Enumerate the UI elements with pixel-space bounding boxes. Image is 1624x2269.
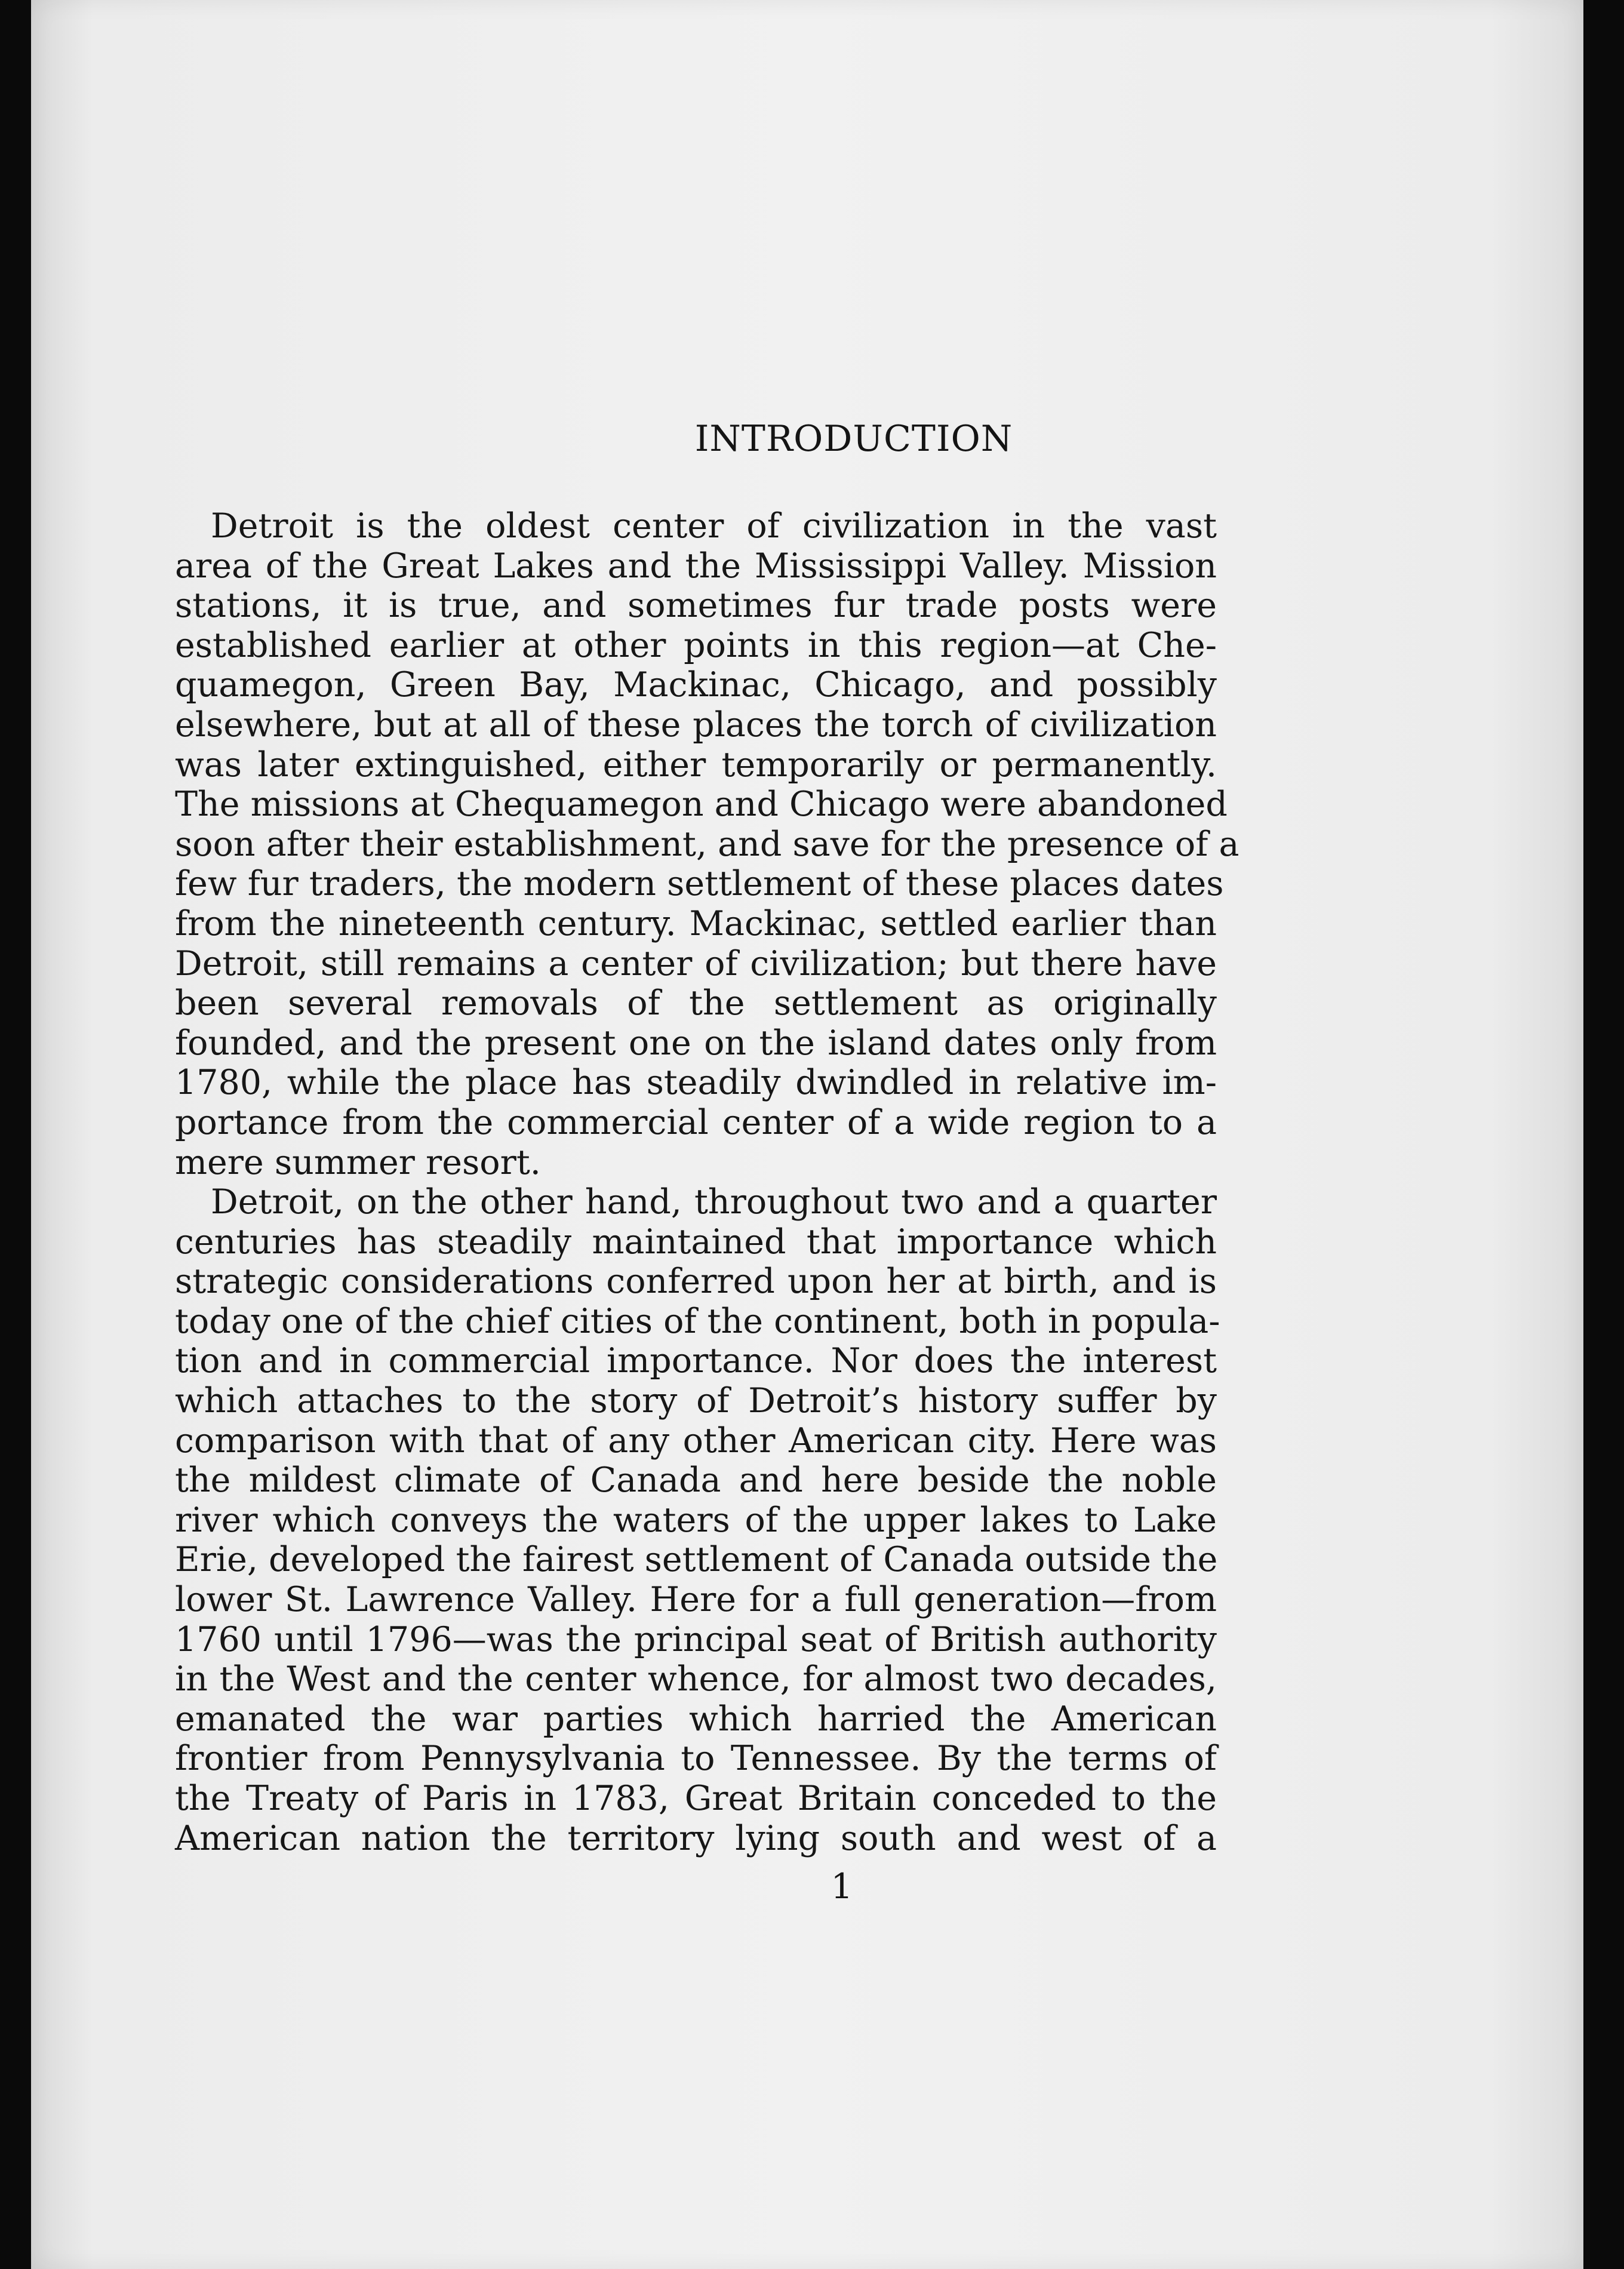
text-line: 1780, while the place has steadily dwindled in relative im- (175, 1063, 1217, 1103)
text-line: Detroit, on the other hand, throughout two and a quarter (211, 1182, 1217, 1222)
text-line: The missions at Chequamegon and Chicago were abandoned (175, 785, 1228, 825)
text-line: portance from the commercial center of a wide region to a (175, 1102, 1217, 1142)
body-text (175, 506, 1239, 1858)
text-line: elsewhere, but at all of these places the torch of civilization (175, 705, 1217, 745)
text-line: strategic considerations conferred upon her at birth, and is (175, 1262, 1217, 1302)
paragraph-1 (175, 506, 1239, 1182)
text-line: centuries has steadily maintained that importance which (175, 1222, 1217, 1262)
text-line: which attaches to the story of Detroit’s history suffer by (175, 1381, 1217, 1421)
text-line: the mildest climate of Canada and here beside the noble (175, 1461, 1217, 1501)
text-line: from the nineteenth century. Mackinac, settled earlier than (175, 903, 1217, 943)
text-line: tion and in commercial importance. Nor does the interest (175, 1341, 1217, 1381)
text-line: area of the Great Lakes and the Mississippi Valley. Mission (175, 546, 1217, 586)
text-line: established earlier at other points in this region—at Che- (175, 625, 1217, 665)
text-line: lower St. Lawrence Valley. Here for a full generation—from (175, 1580, 1217, 1620)
page-title: INTRODUCTION (694, 418, 1013, 460)
text-line: comparison with that of any other American city. Here was (175, 1421, 1217, 1461)
text-line: American nation the territory lying south and west of a (175, 1818, 1217, 1858)
text-line: few fur traders, the modern settlement of these places dates (175, 864, 1224, 904)
paragraph-2 (175, 1182, 1220, 1858)
text-line: stations, it is true, and sometimes fur trade posts were (175, 586, 1217, 626)
text-line: soon after their establishment, and save for the presence of a (175, 824, 1239, 864)
text-line: mere summer resort. (175, 1142, 541, 1182)
text-line: in the West and the center whence, for almost two decades, (175, 1659, 1217, 1699)
text-line: today one of the chief cities of the continent, both in popula- (175, 1301, 1220, 1341)
text-line: founded, and the present one on the island dates only from (175, 1023, 1217, 1063)
text-line: Erie, developed the fairest settlement of Canada outside the (175, 1540, 1218, 1580)
text-line: 1760 until 1796—was the principal seat of British authority (175, 1619, 1217, 1659)
text-line: river which conveys the waters of the upper lakes to Lake (175, 1500, 1217, 1540)
text-line: was later extinguished, either temporarily or permanently. (175, 745, 1217, 785)
text-line: emanated the war parties which harried the American (175, 1699, 1217, 1739)
page-number: 1 (831, 1866, 853, 1907)
text-line: Detroit is the oldest center of civilization in the vast (211, 506, 1217, 546)
text-line: quamegon, Green Bay, Mackinac, Chicago, and possibly (175, 665, 1217, 705)
scan-right-border (1583, 0, 1624, 2269)
text-line: Detroit, still remains a center of civilization; but there have (175, 943, 1217, 983)
text-line: the Treaty of Paris in 1783, Great Britain conceded to the (175, 1779, 1217, 1818)
text-line: been several removals of the settlement as originally (175, 983, 1217, 1023)
text-line: frontier from Pennysylvania to Tennessee. By the terms of (175, 1739, 1217, 1779)
